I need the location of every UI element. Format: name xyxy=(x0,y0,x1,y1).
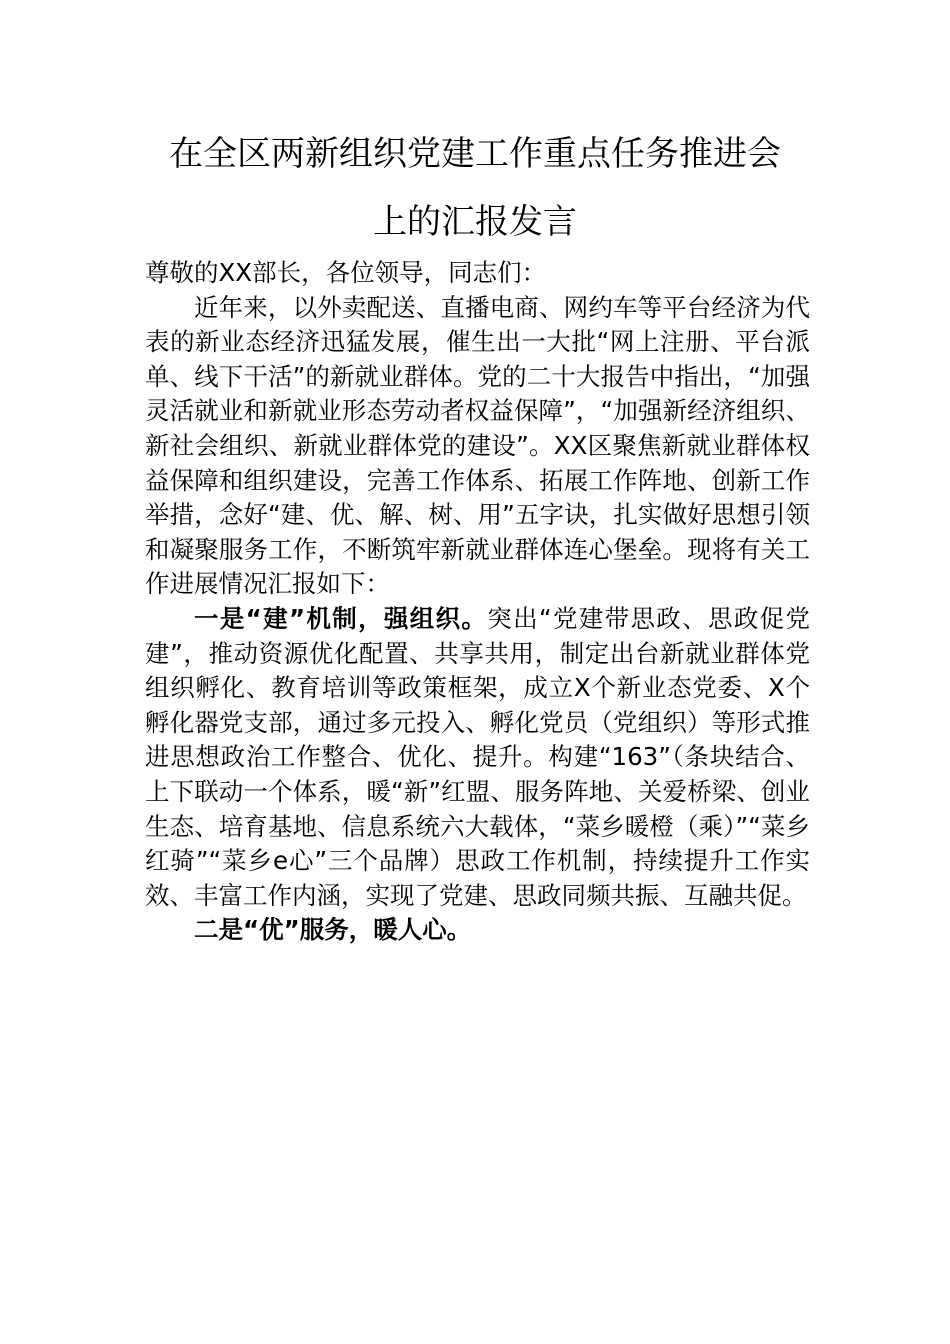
section-1-heading: 一是“建”机制，强组织。 xyxy=(194,603,488,633)
intro-paragraph: 近年来，以外卖配送、直播电商、网约车等平台经济为代表的新业态经济迅猛发展，催生出一大批“网上注册、平台派单、线下干活”的新就业群体。党的二十大报告中指出，“加强灵活就业和新就业形态劳动者权益保障”，“加强新经济组织、新社会组织、新就业群体党的建设”。XX区聚焦新就业群体权益保障和组织建设，完善工作体系、拓展工作阵地、创新工作举措，念好“建、优、解、树、用”五字诀，扎实做好思想引领和凝聚服务工作，不断筑牢新就业群体连心堡垒。现将有关工作进展情况汇报如下： xyxy=(145,292,810,599)
section-1-paragraph xyxy=(145,602,810,913)
section-2-paragraph xyxy=(145,913,810,948)
document-body xyxy=(145,256,810,948)
section-2-heading: 二是“优”服务，暖人心。 xyxy=(194,915,472,945)
section-1-body: 突出“党建带思政、思政促党建”，推动资源优化配置、共享共用，制定出台新就业群体党组织孵化、教育培训等政策框架，成立X个新业态党委、X个孵化器党支部，通过多元投入、孵化党员（党组织）等形式推进思想政治工作整合、优化、提升。构建“163”（条块结合、上下联动一个体系，暖“新”红盟、服务阵地、关爱桥梁、创业生态、培育基地、信息系统六大载体，“菜乡暖橙（乘）”“菜乡红骑”“菜乡e心”三个品牌）思政工作机制，持续提升工作实效、丰富工作内涵，实现了党建、思政同频共振、互融共促。 xyxy=(145,603,810,910)
document-title-line-1: 在全区两新组织党建工作重点任务推进会 xyxy=(169,134,781,174)
salutation: 尊敬的XX部长，各位领导，同志们： xyxy=(145,258,547,287)
document-title-line-2: 上的汇报发言 xyxy=(373,202,577,242)
